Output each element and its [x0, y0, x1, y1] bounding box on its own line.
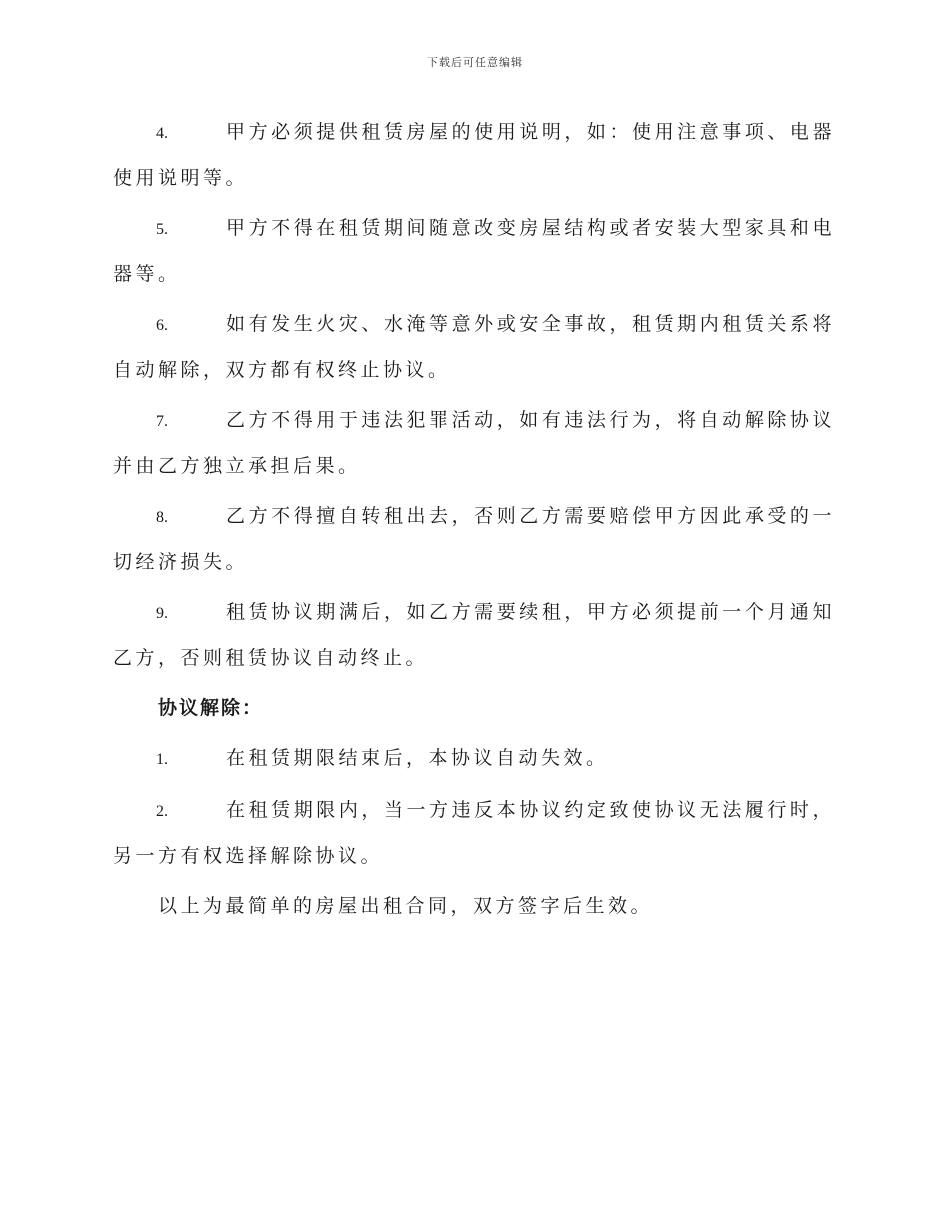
clause-number: 7.: [156, 413, 168, 430]
clause-item: [113, 494, 835, 584]
clause-number: 6.: [156, 317, 168, 334]
clause-text: 如有发生火灾、水淹等意外或安全事故，租赁期内租赁关系将自动解除，双方都有权终止协议。: [113, 313, 835, 381]
clause-number: 4.: [156, 125, 168, 142]
page-header: 下载后可任意编辑: [427, 56, 523, 69]
document-body: [113, 110, 835, 928]
clause-text: 乙方不得擅自转租出去，否则乙方需要赔偿甲方因此承受的一切经济损失。: [113, 505, 835, 573]
clause-number: 5.: [156, 221, 168, 238]
clause-text: 在租赁期限内，当一方违反本协议约定致使协议无法履行时，另一方有权选择解除协议。: [113, 799, 835, 867]
termination-item: [113, 788, 835, 878]
clause-text: 租赁协议期满后，如乙方需要续租，甲方必须提前一个月通知乙方，否则租赁协议自动终止。: [113, 601, 835, 669]
clause-item: [113, 110, 835, 200]
clause-text: 乙方不得用于违法犯罪活动，如有违法行为，将自动解除协议并由乙方独立承担后果。: [113, 409, 835, 477]
clause-number: 1.: [156, 751, 168, 768]
clause-text: 甲方必须提供租赁房屋的使用说明，如：使用注意事项、电器使用说明等。: [113, 121, 835, 189]
closing-statement: 以上为最简单的房屋出租合同，双方签字后生效。: [158, 895, 654, 917]
clause-number: 9.: [156, 605, 168, 622]
clause-item: [113, 302, 835, 392]
clause-number: 2.: [156, 803, 168, 820]
clause-item: [113, 398, 835, 488]
clause-item: [113, 206, 835, 296]
clause-text: 在租赁期限结束后，本协议自动失效。: [226, 747, 609, 769]
termination-item: [113, 736, 835, 782]
clause-number: 8.: [156, 509, 168, 526]
clause-text: 甲方不得在租赁期间随意改变房屋结构或者安装大型家具和电器等。: [113, 217, 835, 285]
section-heading-termination: 协议解除：: [158, 697, 264, 719]
clause-item: [113, 590, 835, 680]
